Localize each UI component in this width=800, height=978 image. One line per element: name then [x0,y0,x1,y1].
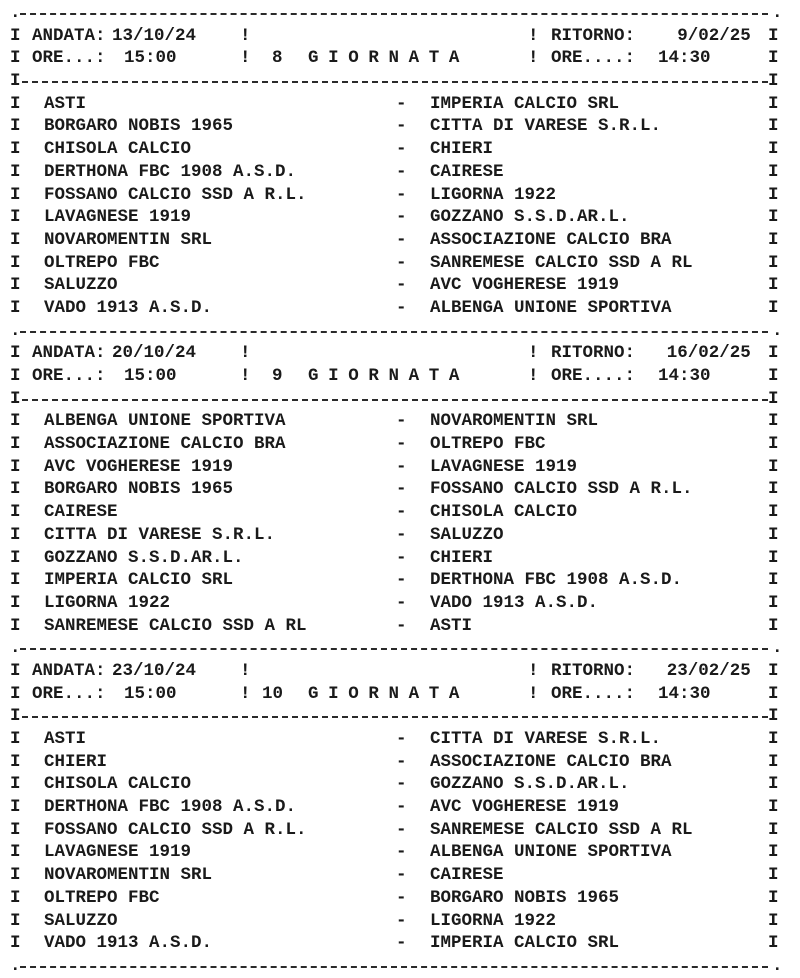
border-bar-left: I [10,297,21,318]
dashed-rule [22,399,768,401]
corner-dot: . [772,3,783,23]
corner-dot: . [10,3,21,23]
border-bar-left: I [10,842,21,863]
border-bar-left: I [10,434,21,455]
away-team: SALUZZO [430,524,504,545]
match-row [0,773,800,796]
border-bar-left: I [10,456,21,477]
ore-label-left: ORE...: [32,48,106,69]
round-block-8 [0,2,800,320]
round-block-10 [0,637,800,955]
andata-date: 13/10/24 [112,25,197,46]
border-bar-right: I [768,25,779,46]
home-team: AVC VOGHERESE 1919 [44,456,234,477]
match-dash: - [396,502,407,523]
border-bar-right: I [768,819,779,840]
border-bar-left: I [10,116,21,137]
border-bar-right: I [768,842,779,863]
border-bar-right: I [768,161,779,182]
home-team: CHISOLA CALCIO [44,139,192,160]
border-bar-right: I [768,751,779,772]
home-team: OLTREPO FBC [44,887,160,908]
match-row [0,478,800,501]
border-bar-right: I [768,570,779,591]
home-team: ASTI [44,729,87,749]
home-team: CHISOLA CALCIO [44,774,192,795]
away-team: CAIRESE [430,161,504,182]
match-dash: - [396,592,407,613]
match-dash: - [396,139,407,160]
border-bar-left: I [10,275,21,296]
dashed-rule [22,716,768,718]
bang: ! [240,366,251,386]
home-team: BORGARO NOBIS 1965 [44,116,234,137]
border-bar-left: I [10,388,21,409]
ritorno-label: RITORNO: [551,343,636,364]
match-row [0,115,800,138]
bang: ! [528,683,539,704]
border-bar-left: I [10,706,21,727]
match-row [0,410,800,433]
round-dates-line [0,660,800,683]
away-team: CITTA DI VARESE S.R.L. [430,116,662,137]
match-dash: - [396,93,407,114]
away-team: GOZZANO S.S.D.AR.L. [430,207,630,228]
dotted-separator [0,955,800,978]
home-team: LAVAGNESE 1919 [44,207,192,228]
home-team: FOSSANO CALCIO SSD A R.L. [44,819,307,840]
border-bar-left: I [10,729,21,749]
border-bar-left: I [10,479,21,500]
away-team: OLTREPO FBC [430,434,546,455]
home-team: ASSOCIAZIONE CALCIO BRA [44,434,286,455]
match-row [0,796,800,819]
away-team: ASSOCIAZIONE CALCIO BRA [430,751,672,772]
bang: ! [240,343,251,364]
home-team: BORGARO NOBIS 1965 [44,479,234,500]
home-team: IMPERIA CALCIO SRL [44,570,234,591]
ritorno-date: 23/02/25 [666,660,751,681]
bang: ! [240,25,251,46]
border-bar-left: I [10,71,21,92]
home-team: SALUZZO [44,910,118,931]
match-row [0,161,800,184]
away-team: LAVAGNESE 1919 [430,456,578,477]
border-bar-right: I [768,865,779,886]
border-bar-left: I [10,751,21,772]
away-team: NOVAROMENTIN SRL [430,411,599,432]
match-dash: - [396,275,407,296]
border-bar-left: I [10,343,21,364]
border-bar-right: I [768,797,779,818]
match-row [0,819,800,842]
border-bar-right: I [768,93,779,114]
border-bar-left: I [10,774,21,795]
home-team: VADO 1913 A.S.D. [44,297,213,318]
round-times-line [0,683,800,706]
andata-label: ANDATA: [32,25,106,46]
border-bar-left: I [10,207,21,228]
border-bar-right: I [768,139,779,160]
away-team: LIGORNA 1922 [430,910,557,931]
ritorno-label: RITORNO: [551,25,636,46]
match-dash: - [396,229,407,250]
border-bar-right: I [768,388,779,409]
ore-left: 15:00 [124,48,177,69]
match-row [0,592,800,615]
border-bar-right: I [768,615,779,636]
match-dash: - [396,547,407,568]
away-team: IMPERIA CALCIO SRL [430,933,620,954]
match-row [0,547,800,570]
away-team: IMPERIA CALCIO SRL [430,93,620,114]
away-team: CAIRESE [430,865,504,886]
away-team: BORGARO NOBIS 1965 [430,887,620,908]
match-dash: - [396,161,407,182]
border-bar-right: I [768,48,779,69]
match-row [0,932,800,955]
giornata-number: 9 [272,366,283,386]
match-row [0,138,800,161]
home-team: CAIRESE [44,502,118,523]
border-bar-left: I [10,93,21,114]
match-dash: - [396,116,407,137]
home-team: NOVAROMENTIN SRL [44,229,213,250]
away-team: AVC VOGHERESE 1919 [430,797,620,818]
home-team: OLTREPO FBC [44,252,160,273]
border-bar-right: I [768,887,779,908]
border-bar-left: I [10,184,21,205]
bang: ! [240,48,251,69]
home-team: FOSSANO CALCIO SSD A R.L. [44,184,307,205]
border-bar-right: I [768,706,779,727]
border-bar-left: I [10,887,21,908]
ore-label-right: ORE....: [551,683,636,704]
match-row [0,751,800,774]
border-bar-left: I [10,547,21,568]
border-bar-right: I [768,411,779,432]
border-bar-left: I [10,139,21,160]
border-bar-left: I [10,161,21,182]
match-dash: - [396,297,407,318]
match-row [0,297,800,320]
ore-right: 14:30 [658,683,711,704]
match-dash: - [396,774,407,795]
round-block-9 [0,320,800,638]
match-dash: - [396,910,407,931]
bang: ! [528,366,539,386]
giornata-number: 10 [262,683,284,704]
match-row [0,252,800,275]
match-dash: - [396,411,407,432]
match-row [0,887,800,910]
border-bar-right: I [768,729,779,749]
border-bar-right: I [768,207,779,228]
match-dash: - [396,479,407,500]
border-bar-right: I [768,660,779,681]
corner-dot: . [10,955,21,976]
match-dash: - [396,729,407,749]
away-team: ALBENGA UNIONE SPORTIVA [430,297,672,318]
bang: ! [528,25,539,46]
ore-label-right: ORE....: [551,366,636,386]
border-bar-right: I [768,524,779,545]
andata-date: 20/10/24 [112,343,197,364]
giornata-number: 8 [272,48,283,69]
corner-dot: . [10,320,21,341]
corner-dot: . [772,320,783,341]
border-bar-right: I [768,933,779,954]
border-bar-left: I [10,615,21,636]
match-row [0,524,800,547]
andata-date: 23/10/24 [112,660,197,681]
corner-dot: . [772,638,783,659]
match-dash: - [396,456,407,477]
ore-label-left: ORE...: [32,683,106,704]
border-bar-right: I [768,366,779,386]
match-row [0,274,800,297]
away-team: CHISOLA CALCIO [430,502,578,523]
away-team: CHIERI [430,547,494,568]
match-dash: - [396,865,407,886]
away-team: VADO 1913 A.S.D. [430,592,599,613]
dashed-rule [22,81,768,83]
border-bar-left: I [10,252,21,273]
home-team: ALBENGA UNIONE SPORTIVA [44,411,286,432]
border-bar-right: I [768,479,779,500]
match-dash: - [396,751,407,772]
home-team: ASTI [44,93,87,114]
match-dash: - [396,887,407,908]
border-bar-right: I [768,456,779,477]
border-bar-left: I [10,683,21,704]
round-times-line [0,47,800,70]
border-bar-left: I [10,592,21,613]
giornata-label: GIORNATA [308,683,470,704]
border-bar-right: I [768,229,779,250]
round-dates-line [0,342,800,365]
border-bar-right: I [768,71,779,92]
match-dash: - [396,797,407,818]
ore-label-right: ORE....: [551,48,636,69]
border-bar-right: I [768,252,779,273]
match-row [0,864,800,887]
border-bar-left: I [10,933,21,954]
bang: ! [240,660,251,681]
match-row [0,433,800,456]
dashed-rule [20,13,768,15]
home-team: CHIERI [44,751,108,772]
ore-left: 15:00 [124,366,177,386]
away-team: SANREMESE CALCIO SSD A RL [430,819,693,840]
dotted-separator [0,637,800,660]
border-bar-right: I [768,683,779,704]
away-team: DERTHONA FBC 1908 A.S.D. [430,570,683,591]
home-team: GOZZANO S.S.D.AR.L. [44,547,244,568]
dotted-separator [0,320,800,343]
inner-separator [0,70,800,93]
match-dash: - [396,819,407,840]
away-team: SANREMESE CALCIO SSD A RL [430,252,693,273]
ritorno-label: RITORNO: [551,660,636,681]
bang: ! [528,660,539,681]
andata-label: ANDATA: [32,343,106,364]
ore-right: 14:30 [658,366,711,386]
match-row [0,184,800,207]
border-bar-left: I [10,865,21,886]
corner-dot: . [772,955,783,976]
away-team: CITTA DI VARESE S.R.L. [430,729,662,749]
bang: ! [528,48,539,69]
border-bar-right: I [768,184,779,205]
ore-left: 15:00 [124,683,177,704]
match-row [0,229,800,252]
home-team: SALUZZO [44,275,118,296]
match-row [0,841,800,864]
match-dash: - [396,524,407,545]
match-row [0,456,800,479]
home-team: LAVAGNESE 1919 [44,842,192,863]
match-dash: - [396,207,407,228]
match-dash: - [396,434,407,455]
match-row [0,910,800,933]
border-bar-left: I [10,411,21,432]
ore-right: 14:30 [658,48,711,69]
inner-separator [0,388,800,411]
home-team: VADO 1913 A.S.D. [44,933,213,954]
ore-label-left: ORE...: [32,366,106,386]
match-row [0,206,800,229]
border-bar-left: I [10,570,21,591]
border-bar-right: I [768,592,779,613]
match-dash: - [396,933,407,954]
border-bar-right: I [768,275,779,296]
away-team: ASTI [430,615,473,636]
home-team: CITTA DI VARESE S.R.L. [44,524,276,545]
border-bar-left: I [10,229,21,250]
home-team: DERTHONA FBC 1908 A.S.D. [44,797,297,818]
border-bar-right: I [768,502,779,523]
inner-separator [0,705,800,728]
match-dash: - [396,570,407,591]
border-bar-left: I [10,910,21,931]
border-bar-right: I [768,343,779,364]
match-dash: - [396,252,407,273]
home-team: SANREMESE CALCIO SSD A RL [44,615,307,636]
away-team: GOZZANO S.S.D.AR.L. [430,774,630,795]
match-row [0,615,800,638]
dashed-rule [20,648,768,650]
giornata-label: GIORNATA [308,48,470,69]
away-team: FOSSANO CALCIO SSD A R.L. [430,479,693,500]
bang: ! [240,683,251,704]
match-row [0,501,800,524]
bang: ! [528,343,539,364]
home-team: NOVAROMENTIN SRL [44,865,213,886]
home-team: LIGORNA 1922 [44,592,171,613]
border-bar-right: I [768,297,779,318]
border-bar-left: I [10,660,21,681]
away-team: ALBENGA UNIONE SPORTIVA [430,842,672,863]
border-bar-right: I [768,910,779,931]
border-bar-left: I [10,524,21,545]
dashed-rule [20,331,768,333]
round-dates-line [0,25,800,48]
away-team: ASSOCIAZIONE CALCIO BRA [430,229,672,250]
border-bar-left: I [10,48,21,69]
giornata-label: GIORNATA [308,366,470,386]
match-row [0,728,800,751]
round-times-line [0,365,800,388]
match-dash: - [396,184,407,205]
away-team: LIGORNA 1922 [430,184,557,205]
away-team: CHIERI [430,139,494,160]
dotted-separator [0,2,800,25]
ritorno-date: 16/02/25 [666,343,751,364]
andata-label: ANDATA: [32,660,106,681]
border-bar-left: I [10,25,21,46]
match-row [0,93,800,116]
home-team: DERTHONA FBC 1908 A.S.D. [44,161,297,182]
border-bar-left: I [10,797,21,818]
match-row [0,569,800,592]
border-bar-left: I [10,366,21,386]
border-bar-right: I [768,774,779,795]
border-bar-left: I [10,819,21,840]
border-bar-right: I [768,547,779,568]
match-dash: - [396,615,407,636]
away-team: AVC VOGHERESE 1919 [430,275,620,296]
ritorno-date: 9/02/25 [677,25,751,46]
corner-dot: . [10,638,21,659]
match-dash: - [396,842,407,863]
border-bar-left: I [10,502,21,523]
border-bar-right: I [768,116,779,137]
border-bar-right: I [768,434,779,455]
